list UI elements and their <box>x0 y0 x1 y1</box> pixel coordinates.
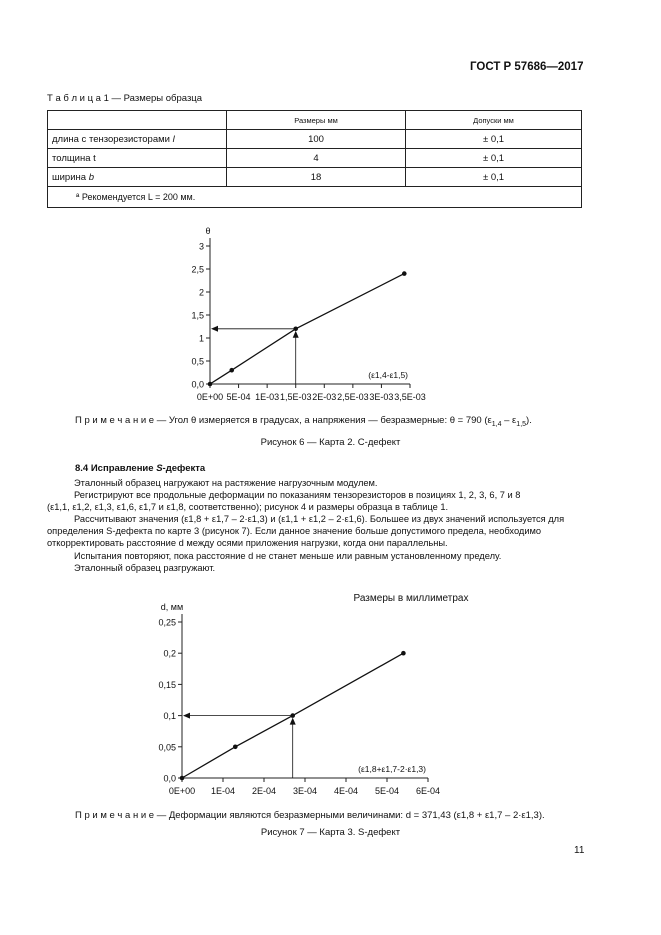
y-tick-label: 0,25 <box>158 617 176 628</box>
table-cell: 100 <box>227 130 406 149</box>
x-tick-label: 4E-04 <box>333 786 359 796</box>
x-tick-label: 1,5E-03 <box>279 392 312 402</box>
x-tick-label: 0E+00 <box>196 392 224 402</box>
table-header-row <box>48 111 582 130</box>
table-cell: ± 0,1 <box>406 130 582 149</box>
paragraph: (ε1,1, ε1,2, ε1,3, ε1,6, ε1,7 и ε1,8, соответственно); рисунок 4 и размеры образца в таблице 1. <box>47 502 449 513</box>
section-title <box>75 463 205 474</box>
paragraph: Регистрируют все продольные деформации по показаниям тензорезисторов в позициях 1, 2, 3, 6, 7 и 8 <box>74 490 521 501</box>
y-tick-label: 3 <box>198 241 204 252</box>
note-text: П р и м е ч а н и е — Деформации являются безразмерными величинами: <box>75 810 406 821</box>
y-axis-label: d, мм <box>160 602 184 612</box>
paragraph: Испытания повторяют, пока расстояние d не станет меньше или равным установленному пределу. <box>74 550 502 561</box>
y-tick-label: 1,5 <box>191 310 204 321</box>
x-tick-label: 5E-04 <box>374 786 400 796</box>
x-tick-label: 1E-04 <box>210 786 236 796</box>
table-row <box>48 168 582 187</box>
y-tick-label: 2,5 <box>191 264 204 275</box>
paragraph: Эталонный образец нагружают на растяжение нагрузочным модулем. <box>74 478 378 488</box>
paragraph: определения S-дефекта по карте 3 (рисунок 7). Если данное значение больше допустимого предела, необходимо <box>47 526 542 537</box>
table-cell: ± 0,1 <box>406 168 582 187</box>
section-title-rest: -дефекта <box>162 463 206 474</box>
row-name: ширина <box>52 171 89 183</box>
chart-title: Размеры в миллиметрах <box>353 593 469 604</box>
x-axis-label: (ε1,8+ε1,7-2·ε1,3) <box>358 764 426 774</box>
data-point <box>402 271 407 276</box>
row-name: длина с тензорезисторами <box>52 133 173 145</box>
note-text: ). <box>526 415 532 426</box>
data-point <box>208 382 213 387</box>
data-point <box>233 745 238 750</box>
reading-arrowhead-up <box>293 331 299 338</box>
x-tick-label: 1E-03 <box>255 392 280 402</box>
section-title-num: 8.4 Исправление <box>75 463 157 474</box>
table-cell: ± 0,1 <box>406 149 582 168</box>
note-sub: 1,4 <box>491 420 502 428</box>
y-tick-label: 0,1 <box>163 711 176 722</box>
figure7-caption: Рисунок 7 — Карта 3. S-дефект <box>260 827 401 838</box>
y-tick-label: 0,5 <box>191 356 204 367</box>
paragraph: Эталонный образец разгружают. <box>74 562 216 573</box>
section-body <box>47 477 587 574</box>
x-tick-label: 3,5E-03 <box>394 392 426 402</box>
table-header: Допуски мм <box>406 111 582 130</box>
row-name: толщина t <box>52 152 96 164</box>
figure7-note <box>75 810 545 821</box>
note-sub: 1,5 <box>516 420 527 428</box>
data-point <box>229 368 234 373</box>
table-cell <box>48 168 227 187</box>
figure6-caption: Рисунок 6 — Карта 2. C-дефект <box>260 437 401 448</box>
standard-number: ГОСТ Р 57686—2017 <box>470 61 584 73</box>
note-text: – ε <box>501 415 517 426</box>
y-tick-label: 0,0 <box>191 379 204 390</box>
x-tick-label: 3E-03 <box>369 392 394 402</box>
row-symbol: l <box>172 133 175 145</box>
x-tick-label: 2E-03 <box>312 392 337 402</box>
table-caption: Т а б л и ц а 1 — Размеры образца <box>47 93 203 104</box>
table-row <box>48 149 582 168</box>
x-tick-label: 3E-04 <box>292 786 318 796</box>
table-footnote-row <box>48 187 582 208</box>
x-tick-label: 2E-04 <box>251 786 277 796</box>
y-tick-label: 2 <box>198 287 204 298</box>
x-tick-label: 0E+00 <box>168 786 196 796</box>
table-row <box>48 130 582 149</box>
y-tick-label: 0,0 <box>163 773 176 784</box>
y-axis-label: θ <box>205 226 211 236</box>
data-point <box>401 651 406 656</box>
table-cell <box>48 130 227 149</box>
chart-c-defect <box>180 220 600 410</box>
reading-arrowhead-left <box>211 326 218 332</box>
y-tick-label: 0,05 <box>158 742 176 753</box>
paragraph: откорректировать расстояние d между осями приложения нагрузки, когда они параллельны. <box>47 538 448 549</box>
table-footnote: ª Рекомендуется L = 200 мм. <box>48 187 582 208</box>
paragraph: Рассчитывают значения (ε1,8 + ε1,7 – 2·ε1,3) и (ε1,1 + ε1,2 – 2·ε1,6). Большее из двух значений используется для <box>74 514 565 525</box>
x-tick-label: 6E-04 <box>415 786 441 796</box>
table-header: Размеры мм <box>227 111 406 130</box>
note-formula: d = 371,43 (ε1,8 + ε1,7 – 2·ε1,3). <box>405 810 545 821</box>
figure6-note <box>75 415 532 428</box>
y-tick-label: 1 <box>198 333 204 344</box>
x-tick-label: 5E-04 <box>226 392 251 402</box>
x-tick-label: 2,5E-03 <box>337 392 369 402</box>
reading-arrowhead-left <box>183 713 190 719</box>
data-point <box>180 776 185 781</box>
table-cell: 18 <box>227 168 406 187</box>
reading-arrowhead-up <box>290 718 296 725</box>
y-tick-label: 0,2 <box>163 648 176 659</box>
y-tick-label: 0,15 <box>158 679 176 690</box>
table-cell <box>48 149 227 168</box>
row-symbol: b <box>88 171 94 183</box>
section-title-em: S <box>156 463 163 474</box>
page-number: 11 <box>574 845 585 856</box>
table-cell: 4 <box>227 149 406 168</box>
chart-s-defect <box>140 588 600 798</box>
note-text: П р и м е ч а н и е — Угол θ измеряется в градусах, а напряжения — безразмерные: θ = 790 (ε <box>75 415 492 426</box>
x-axis-label: (ε1,4-ε1,5) <box>368 370 408 380</box>
table-header <box>48 111 227 130</box>
sample-dimensions-table <box>47 110 582 208</box>
